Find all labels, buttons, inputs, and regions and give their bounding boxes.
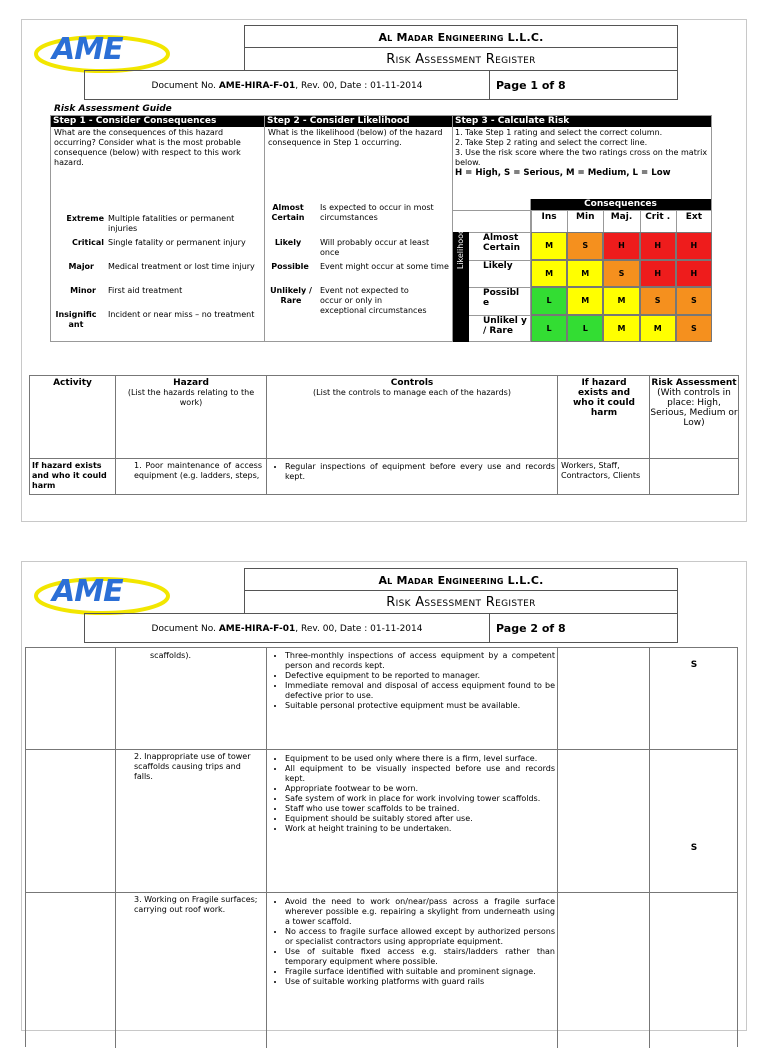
divider [469,315,530,316]
control-item: • No access to fragile surface allowed except by authorized persons or specialist contractors using appropriate equipment. [285,927,555,947]
doc-info-box [84,613,490,643]
title-box [244,47,678,71]
hazard-cell: 1. Poor maintenance of access equipment (e.g. ladders, steps, [134,461,262,480]
consequence-desc: First aid treatment [108,286,183,295]
document-page-2 [21,561,747,1031]
matrix-cell: S [676,287,712,315]
step3-instructions: 1. Take Step 1 rating and select the correct column. 2. Take Step 2 rating and select the correct line. 3. Use the risk score where the two ratings cross on the matrix below. H = High, S = Serious, M = Medium, L = Low [455,128,711,178]
matrix-column-header: Min [576,212,595,222]
activity-cell: If hazard exists and who it could harm [32,461,107,490]
matrix-row-label: Almost Certain [483,233,521,253]
register-table-p2 [25,647,738,1047]
matrix-cell: S [567,232,603,260]
matrix-cell: M [603,315,639,343]
control-item: • Equipment to be used only where there is a firm, level surface. [285,754,555,764]
control-item: • Use of suitable working platforms with guard rails [285,977,555,987]
control-item: • Staff who use tower scaffolds to be trained. [285,804,555,814]
consequence-label: Minor [70,286,96,295]
matrix-column-header: Ins [541,212,557,222]
divider [557,376,558,494]
hazard-cell: 3. Working on Fragile surfaces; carrying out roof work. [134,895,258,914]
matrix-row-label: Likely [483,260,513,271]
divider [567,210,568,232]
matrix-cell: H [676,232,712,260]
likelihood-desc: Event not expected to occur or only in exceptional circumstances [320,286,427,315]
likelihood-label: Possible [271,262,309,271]
logo-text: AME [52,32,123,67]
page-number: Page 1 of 8 [496,79,566,92]
control-item: • Use of suitable fixed access e.g. stairs/ladders rather than temporary equipment where possible. [285,947,555,967]
hazard-cell: 2. Inappropriate use of tower scaffolds causing trips and falls. [134,752,251,781]
matrix-cell: L [531,315,567,343]
control-item: • Appropriate footwear to be worn. [285,784,555,794]
control-item: • Suitable personal protective equipment must be available. [285,701,555,711]
logo-text: AME [52,574,123,609]
likelihood-label: Almost Certain [271,203,305,222]
matrix-cell: M [531,232,567,260]
step1-text: What are the consequences of this hazard occurring? Consider what is the most probable consequence (below) with respect to this work hazard. [54,128,241,167]
divider [640,210,641,232]
matrix-cell: M [567,260,603,288]
risk-rating: S [690,843,698,853]
control-item: • Equipment should be suitably stored after use. [285,814,555,824]
matrix-row-label: Unlikel y / Rare [483,315,527,336]
document-page-1 [21,19,747,522]
divider [453,210,712,211]
hazard-cell: scaffolds). [150,651,192,660]
matrix-column-header: Crit . [645,212,671,222]
control-item: • Work at height training to be undertaken. [285,824,555,834]
matrix-cell: M [531,260,567,288]
risk-legend: H = High, S = Serious, M = Medium, L = Low [455,168,671,178]
harm-cell: Workers, Staff, Contractors, Clients [561,461,641,480]
divider [115,648,116,1048]
consequence-desc: Multiple fatalities or permanent injuries [108,214,235,233]
title-box [244,590,678,614]
harm-header: If hazard exists and who it could harm [572,378,635,418]
divider [30,458,738,459]
likelihood-desc: Will probably occur at least once [320,238,430,257]
step3-heading: Step 3 - Calculate Risk [453,116,711,127]
company-box [244,568,678,591]
consequence-desc: Single fatality or permanent injury [108,238,246,247]
divider [26,892,737,893]
matrix-cell: H [676,260,712,288]
company-box [244,25,678,48]
control-item: • Immediate removal and disposal of access equipment found to be defective prior to use. [285,681,555,701]
divider [557,648,558,1048]
page-number-box [489,70,678,100]
likelihood-label: Unlikely / Rare [270,286,312,305]
matrix-column-header: Maj. [610,212,633,222]
consequence-label: Extreme [66,214,104,223]
matrix-cell: S [676,315,712,343]
control-item: • Avoid the need to work on/near/pass across a fragile surface wherever possible e.g. repairing a skylight from underneath using a tower scaffold. [285,897,555,927]
matrix-column-header: Ext [685,212,703,222]
divider [469,260,530,261]
matrix-cell: L [531,287,567,315]
controls-header: Controls (List the controls to manage each of the hazards) [313,378,511,397]
divider [531,210,532,232]
company-name: Al Madar Engineering L.L.C. [378,574,544,587]
controls-cell: • Regular inspections of equipment before every use and records kept. [273,462,555,482]
risk-rating: S [690,660,698,670]
matrix-cell: S [603,260,639,288]
divider [603,210,604,232]
matrix-cell: M [603,287,639,315]
divider [266,648,267,1048]
consequence-desc: Medical treatment or lost time injury [108,262,255,271]
likelihood-label: Likely [274,238,302,247]
control-item: • Defective equipment to be reported to manager. [285,671,555,681]
divider [264,116,265,342]
risk-header: Risk Assessment (With controls in place: High, Serious, Medium or Low) [650,378,738,428]
risk-guide [50,104,714,342]
register-title: Risk Assessment Register [386,595,536,610]
likelihood-axis-label: Likelihood [456,228,465,270]
page-number: Page 2 of 8 [496,622,566,635]
step2-heading: Step 2 - Consider Likelihood [265,116,453,127]
consequence-label: Major [68,262,94,271]
page-number-box [489,613,678,643]
company-name: Al Madar Engineering L.L.C. [378,31,544,44]
divider [26,749,737,750]
consequences-header: Consequences [530,199,711,210]
step2-text: What is the likelihood (below) of the hazard consequence in Step 1 occurring. [268,128,443,147]
matrix-cell: H [640,232,676,260]
document-number: Document No. AME-HIRA-F-01, Rev. 00, Date : 01-11-2014 [151,624,423,634]
register-table-p1 [29,375,739,495]
matrix-cell: H [640,260,676,288]
register-title: Risk Assessment Register [386,52,536,67]
matrix-cell: H [603,232,639,260]
matrix-row-label: Possibl e [483,288,520,308]
guide-title: Risk Assessment Guide [54,104,172,114]
control-item: • All equipment to be visually inspected before use and records kept. [285,764,555,784]
document-number: Document No. AME-HIRA-F-01, Rev. 00, Date : 01-11-2014 [151,81,423,91]
hazard-header: Hazard (List the hazards relating to the work) [127,378,255,407]
controls-cell [273,651,555,711]
step1-heading: Step 1 - Consider Consequences [51,116,265,127]
matrix-cell: M [567,287,603,315]
matrix-cell: S [640,287,676,315]
divider [469,287,530,288]
likelihood-desc: Is expected to occur in most circumstances [320,203,434,222]
consequence-label: Critical [71,238,104,247]
divider [469,232,530,233]
consequence-desc: Incident or near miss – no treatment [108,310,255,319]
matrix-cell: M [640,315,676,343]
activity-header: Activity [53,378,92,388]
control-item: • Fragile surface identified with suitable and prominent signage. [285,967,555,977]
likelihood-desc: Event might occur at some time [320,262,449,271]
doc-info-box [84,70,490,100]
consequence-label: Insignific ant [55,310,97,329]
matrix-cell: L [567,315,603,343]
risk-matrix [453,199,712,342]
control-item: • Three-monthly inspections of access equipment by a competent person and records kept. [285,651,555,671]
controls-cell [273,754,555,834]
control-item: • Safe system of work in place for work involving tower scaffolds. [285,794,555,804]
divider [676,210,677,232]
controls-cell [273,897,555,987]
